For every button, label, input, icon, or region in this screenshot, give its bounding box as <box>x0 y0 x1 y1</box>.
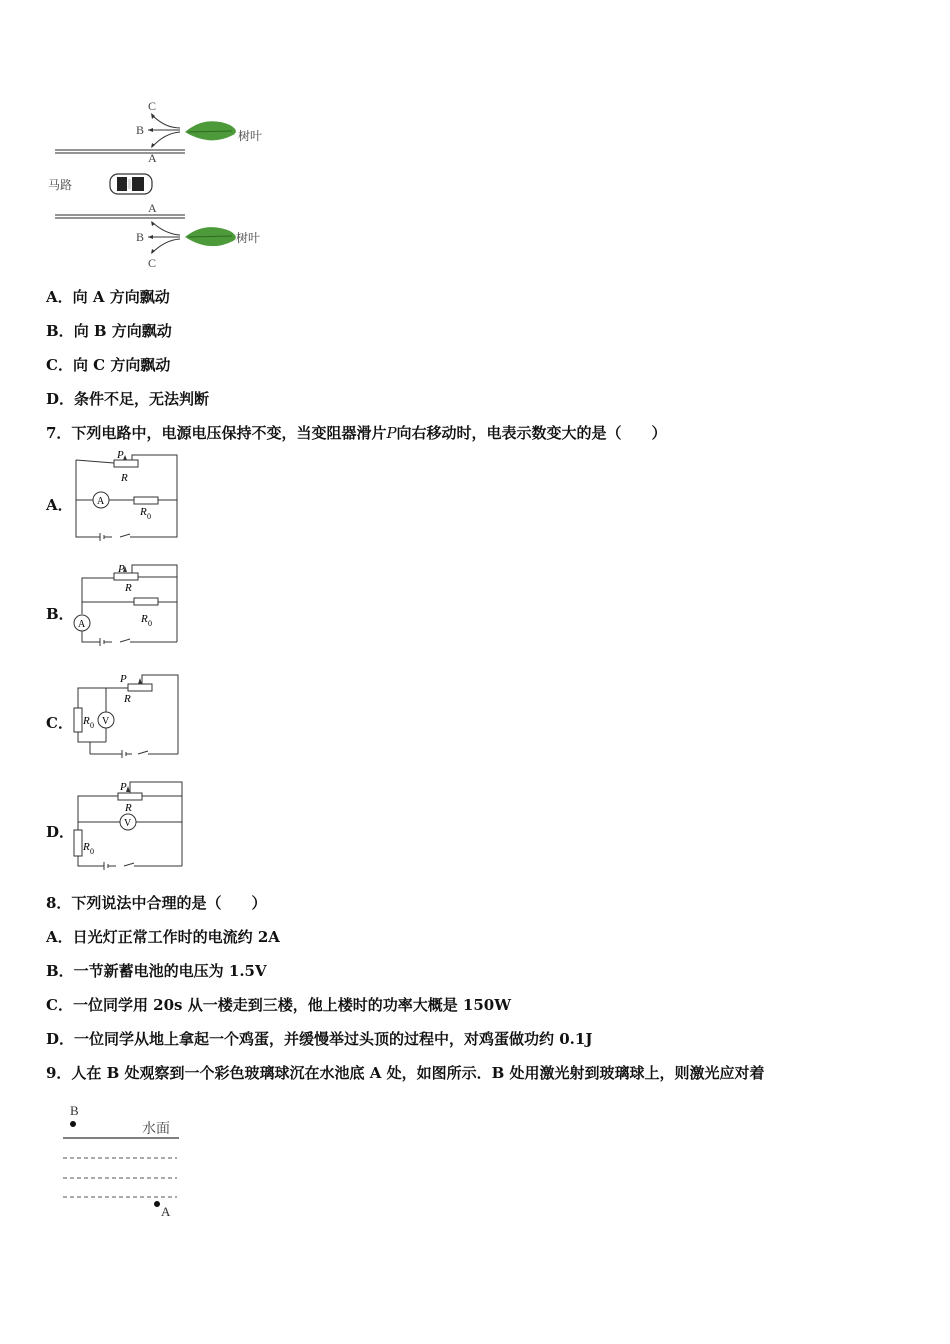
q7-option-d: D． <box>46 823 75 841</box>
svg-text:R: R <box>83 715 90 727</box>
svg-text:P: P <box>120 781 127 793</box>
q6-option-c: C．向 C 方向飘动 <box>46 356 171 374</box>
label-b-bottom: B <box>136 230 145 244</box>
q8-option-d: D．一位同学从地上拿起一个鸡蛋，并缓慢举过头顶的过程中，对鸡蛋做功约 0.1J <box>46 1030 593 1048</box>
svg-text:0: 0 <box>90 721 94 730</box>
svg-text:0: 0 <box>90 847 94 856</box>
q6-option-b: B．向 B 方向飘动 <box>46 322 172 340</box>
svg-text:A: A <box>97 496 105 507</box>
leaf-label-top: 树叶 <box>238 129 263 143</box>
label-b: B <box>70 1103 79 1118</box>
q7-option-b: B． <box>46 605 74 623</box>
road-leaf-figure <box>40 95 290 275</box>
leaf-icon-top <box>185 121 236 140</box>
q7-option-a: A． <box>46 496 73 514</box>
q6-option-d: D．条件不足，无法判断 <box>46 390 210 408</box>
svg-text:R: R <box>141 613 148 625</box>
label-c-top: C <box>148 99 157 113</box>
svg-text:R: R <box>83 841 90 853</box>
svg-text:0: 0 <box>147 512 151 521</box>
label-a-bottom: A <box>148 201 157 215</box>
point-a-dot <box>154 1201 160 1207</box>
label-b-top: B <box>136 123 145 137</box>
svg-text:P: P <box>118 563 125 575</box>
svg-text:R: R <box>140 506 147 518</box>
q8-option-b: B．一节新蓄电池的电压为 1.5V <box>46 962 267 980</box>
q6-option-a: A．向 A 方向飘动 <box>46 288 170 306</box>
svg-text:R: R <box>124 693 131 705</box>
svg-text:A: A <box>78 619 86 630</box>
q8-option-a: A．日光灯正常工作时的电流约 2A <box>46 928 280 946</box>
circuit-b <box>70 560 190 650</box>
svg-text:R: R <box>121 472 128 484</box>
point-b-dot <box>70 1121 76 1127</box>
svg-text:P: P <box>120 673 127 685</box>
leaf-label-bottom: 树叶 <box>236 231 261 245</box>
q9-stem: 9．人在 B 处观察到一个彩色玻璃球沉在水池底 A 处，如图所示．B 处用激光射到玻璃球上，则激光应对着 <box>46 1064 765 1082</box>
q8-stem: 8．下列说法中合理的是（ ） <box>46 894 267 912</box>
water-pool-figure <box>55 1100 195 1225</box>
leaf-icon-bottom <box>185 227 236 246</box>
circuit-d <box>70 778 195 873</box>
svg-text:V: V <box>102 716 110 727</box>
label-a-top: A <box>148 151 157 165</box>
label-a: A <box>161 1204 171 1219</box>
circuit-a <box>70 450 190 542</box>
svg-text:R: R <box>125 802 132 814</box>
svg-text:R: R <box>125 582 132 594</box>
water-surface-label: 水面 <box>142 1122 170 1137</box>
svg-text:P: P <box>117 450 124 461</box>
q8-option-c: C．一位同学用 20s 从一楼走到三楼，他上楼时的功率大概是 150W <box>46 996 512 1014</box>
q7-option-c: C． <box>46 714 73 732</box>
svg-text:V: V <box>124 818 132 829</box>
q7-stem: 7．下列电路中，电源电压保持不变，当变阻器滑片P向右移动时，电表示数变大的是（ ） <box>46 424 667 442</box>
car-icon <box>110 174 152 194</box>
svg-text:0: 0 <box>148 619 152 628</box>
road-label: 马路 <box>48 178 73 192</box>
label-c-bottom: C <box>148 256 157 270</box>
circuit-c <box>70 670 190 760</box>
